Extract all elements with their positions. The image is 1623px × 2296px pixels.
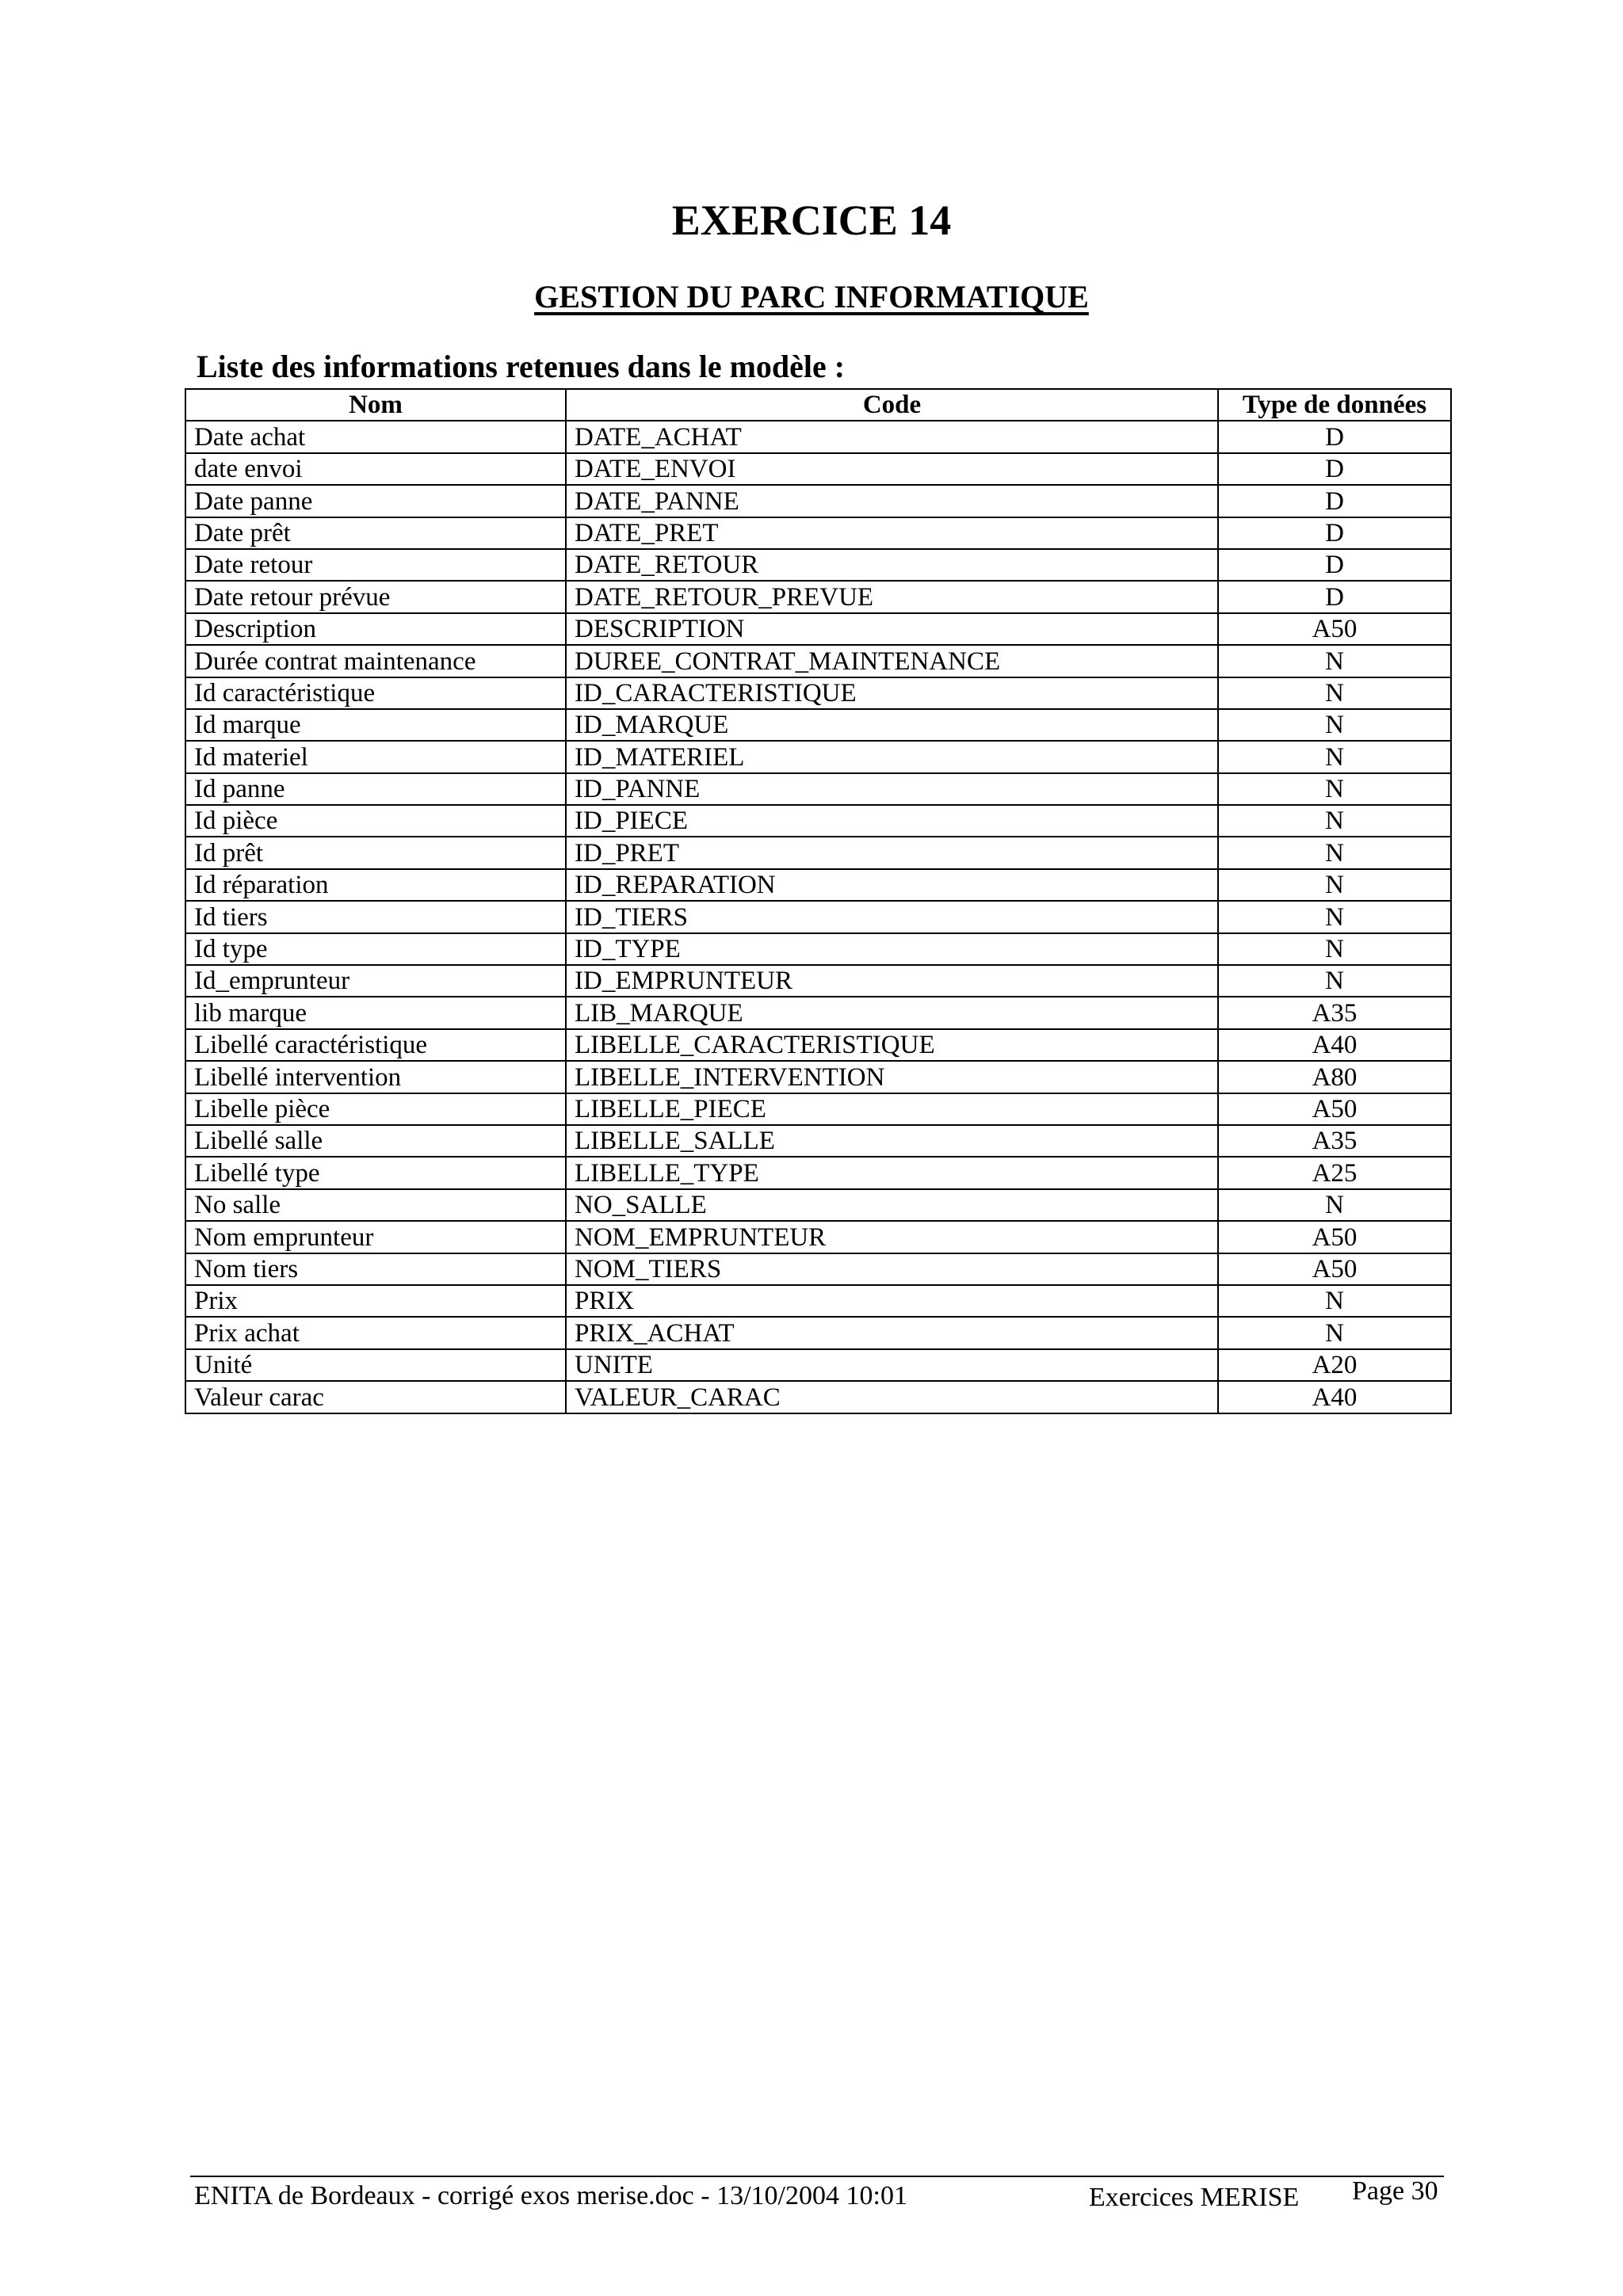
cell-type: N xyxy=(1218,805,1451,837)
table-row xyxy=(185,485,1451,517)
cell-type: D xyxy=(1218,549,1451,581)
cell-code: ID_PRET xyxy=(566,837,1218,868)
cell-nom: Libellé intervention xyxy=(185,1061,566,1093)
cell-type: N xyxy=(1218,709,1451,741)
cell-nom: Id_emprunteur xyxy=(185,965,566,997)
table-row xyxy=(185,805,1451,837)
cell-code: LIBELLE_TYPE xyxy=(566,1157,1218,1188)
page-title: EXERCICE 14 xyxy=(671,196,952,244)
cell-type: D xyxy=(1218,517,1451,549)
cell-nom: Prix xyxy=(185,1285,566,1317)
page-number: Page 30 xyxy=(1352,2176,1438,2206)
footer-document-info: ENITA de Bordeaux - corrigé exos merise.doc - 13/10/2004 10:01 xyxy=(194,2181,907,2210)
cell-nom: Id pièce xyxy=(185,805,566,837)
information-table xyxy=(185,388,1452,1414)
cell-nom: Valeur carac xyxy=(185,1381,566,1413)
cell-type: A35 xyxy=(1218,997,1451,1028)
cell-type: A40 xyxy=(1218,1381,1451,1413)
cell-code: DATE_RETOUR xyxy=(566,549,1218,581)
cell-nom: Libellé type xyxy=(185,1157,566,1188)
cell-type: A35 xyxy=(1218,1125,1451,1157)
table-row xyxy=(185,933,1451,965)
cell-nom: lib marque xyxy=(185,997,566,1028)
cell-code: UNITE xyxy=(566,1349,1218,1381)
table-row xyxy=(185,677,1451,709)
cell-nom: Description xyxy=(185,613,566,645)
cell-nom: Id tiers xyxy=(185,901,566,933)
cell-code: ID_TYPE xyxy=(566,933,1218,965)
table-row xyxy=(185,581,1451,612)
table-row xyxy=(185,709,1451,741)
table-row xyxy=(185,613,1451,645)
cell-type: D xyxy=(1218,485,1451,517)
cell-nom: Id caractéristique xyxy=(185,677,566,709)
cell-code: NOM_EMPRUNTEUR xyxy=(566,1221,1218,1253)
cell-type: N xyxy=(1218,837,1451,868)
column-header-code: Code xyxy=(566,389,1218,421)
cell-code: ID_EMPRUNTEUR xyxy=(566,965,1218,997)
cell-code: ID_CARACTERISTIQUE xyxy=(566,677,1218,709)
table-header-row xyxy=(185,389,1451,421)
cell-nom: Id prêt xyxy=(185,837,566,868)
cell-nom: Date panne xyxy=(185,485,566,517)
table-row xyxy=(185,1221,1451,1253)
cell-type: N xyxy=(1218,1189,1451,1221)
table-row xyxy=(185,1381,1451,1413)
table-row xyxy=(185,1349,1451,1381)
cell-type: N xyxy=(1218,741,1451,772)
cell-nom: Durée contrat maintenance xyxy=(185,645,566,677)
cell-nom: Id réparation xyxy=(185,869,566,901)
cell-code: ID_MARQUE xyxy=(566,709,1218,741)
table-row xyxy=(185,1093,1451,1125)
cell-nom: Nom tiers xyxy=(185,1253,566,1285)
cell-type: N xyxy=(1218,901,1451,933)
table-row xyxy=(185,1157,1451,1188)
cell-code: DATE_PANNE xyxy=(566,485,1218,517)
cell-type: A40 xyxy=(1218,1029,1451,1061)
cell-code: ID_PANNE xyxy=(566,773,1218,805)
cell-nom: Prix achat xyxy=(185,1317,566,1348)
table-row xyxy=(185,453,1451,485)
cell-type: N xyxy=(1218,869,1451,901)
cell-nom: Nom emprunteur xyxy=(185,1221,566,1253)
cell-code: DATE_ENVOI xyxy=(566,453,1218,485)
cell-type: N xyxy=(1218,1317,1451,1348)
table-row xyxy=(185,1125,1451,1157)
cell-type: N xyxy=(1218,1285,1451,1317)
page-subtitle: GESTION DU PARC INFORMATIQUE xyxy=(534,279,1089,315)
section-heading: Liste des informations retenues dans le modèle : xyxy=(197,349,846,384)
cell-code: DATE_RETOUR_PREVUE xyxy=(566,581,1218,612)
cell-code: ID_TIERS xyxy=(566,901,1218,933)
table-row xyxy=(185,1285,1451,1317)
cell-code: ID_PIECE xyxy=(566,805,1218,837)
cell-code: PRIX xyxy=(566,1285,1218,1317)
cell-type: D xyxy=(1218,453,1451,485)
table-row xyxy=(185,741,1451,772)
table-row xyxy=(185,773,1451,805)
cell-code: DESCRIPTION xyxy=(566,613,1218,645)
cell-type: N xyxy=(1218,773,1451,805)
table-row xyxy=(185,421,1451,452)
table-row xyxy=(185,1317,1451,1348)
cell-nom: date envoi xyxy=(185,453,566,485)
table-row xyxy=(185,645,1451,677)
footer-divider xyxy=(190,2176,1444,2177)
table-row xyxy=(185,997,1451,1028)
cell-code: VALEUR_CARAC xyxy=(566,1381,1218,1413)
cell-type: N xyxy=(1218,933,1451,965)
table-row xyxy=(185,549,1451,581)
cell-nom: Libelle pièce xyxy=(185,1093,566,1125)
cell-type: D xyxy=(1218,581,1451,612)
cell-type: A25 xyxy=(1218,1157,1451,1188)
cell-nom: Date retour prévue xyxy=(185,581,566,612)
cell-code: NO_SALLE xyxy=(566,1189,1218,1221)
table-row xyxy=(185,1029,1451,1061)
footer-course-name: Exercices MERISE xyxy=(1089,2183,1300,2212)
cell-type: D xyxy=(1218,421,1451,452)
cell-code: DATE_PRET xyxy=(566,517,1218,549)
cell-type: A20 xyxy=(1218,1349,1451,1381)
cell-nom: Libellé caractéristique xyxy=(185,1029,566,1061)
table-row xyxy=(185,965,1451,997)
cell-code: DUREE_CONTRAT_MAINTENANCE xyxy=(566,645,1218,677)
cell-nom: Id type xyxy=(185,933,566,965)
cell-type: A50 xyxy=(1218,1093,1451,1125)
cell-type: A50 xyxy=(1218,1253,1451,1285)
table-row xyxy=(185,869,1451,901)
table-row xyxy=(185,1189,1451,1221)
table-row xyxy=(185,901,1451,933)
cell-code: LIBELLE_SALLE xyxy=(566,1125,1218,1157)
cell-code: LIB_MARQUE xyxy=(566,997,1218,1028)
cell-nom: Date prêt xyxy=(185,517,566,549)
cell-nom: Date retour xyxy=(185,549,566,581)
cell-nom: Libellé salle xyxy=(185,1125,566,1157)
cell-code: PRIX_ACHAT xyxy=(566,1317,1218,1348)
cell-code: ID_MATERIEL xyxy=(566,741,1218,772)
column-header-nom: Nom xyxy=(185,389,566,421)
table-row xyxy=(185,1253,1451,1285)
table-row xyxy=(185,837,1451,868)
cell-type: A50 xyxy=(1218,613,1451,645)
cell-code: LIBELLE_INTERVENTION xyxy=(566,1061,1218,1093)
cell-code: ID_REPARATION xyxy=(566,869,1218,901)
cell-type: A50 xyxy=(1218,1221,1451,1253)
column-header-type: Type de données xyxy=(1218,389,1451,421)
cell-nom: Date achat xyxy=(185,421,566,452)
cell-nom: Id panne xyxy=(185,773,566,805)
cell-type: N xyxy=(1218,965,1451,997)
cell-code: DATE_ACHAT xyxy=(566,421,1218,452)
cell-nom: Id marque xyxy=(185,709,566,741)
cell-nom: Id materiel xyxy=(185,741,566,772)
cell-nom: No salle xyxy=(185,1189,566,1221)
cell-code: LIBELLE_CARACTERISTIQUE xyxy=(566,1029,1218,1061)
table-body xyxy=(185,421,1451,1413)
cell-code: NOM_TIERS xyxy=(566,1253,1218,1285)
cell-type: N xyxy=(1218,677,1451,709)
table-row xyxy=(185,1061,1451,1093)
cell-type: N xyxy=(1218,645,1451,677)
table-row xyxy=(185,517,1451,549)
cell-type: A80 xyxy=(1218,1061,1451,1093)
cell-nom: Unité xyxy=(185,1349,566,1381)
cell-code: LIBELLE_PIECE xyxy=(566,1093,1218,1125)
